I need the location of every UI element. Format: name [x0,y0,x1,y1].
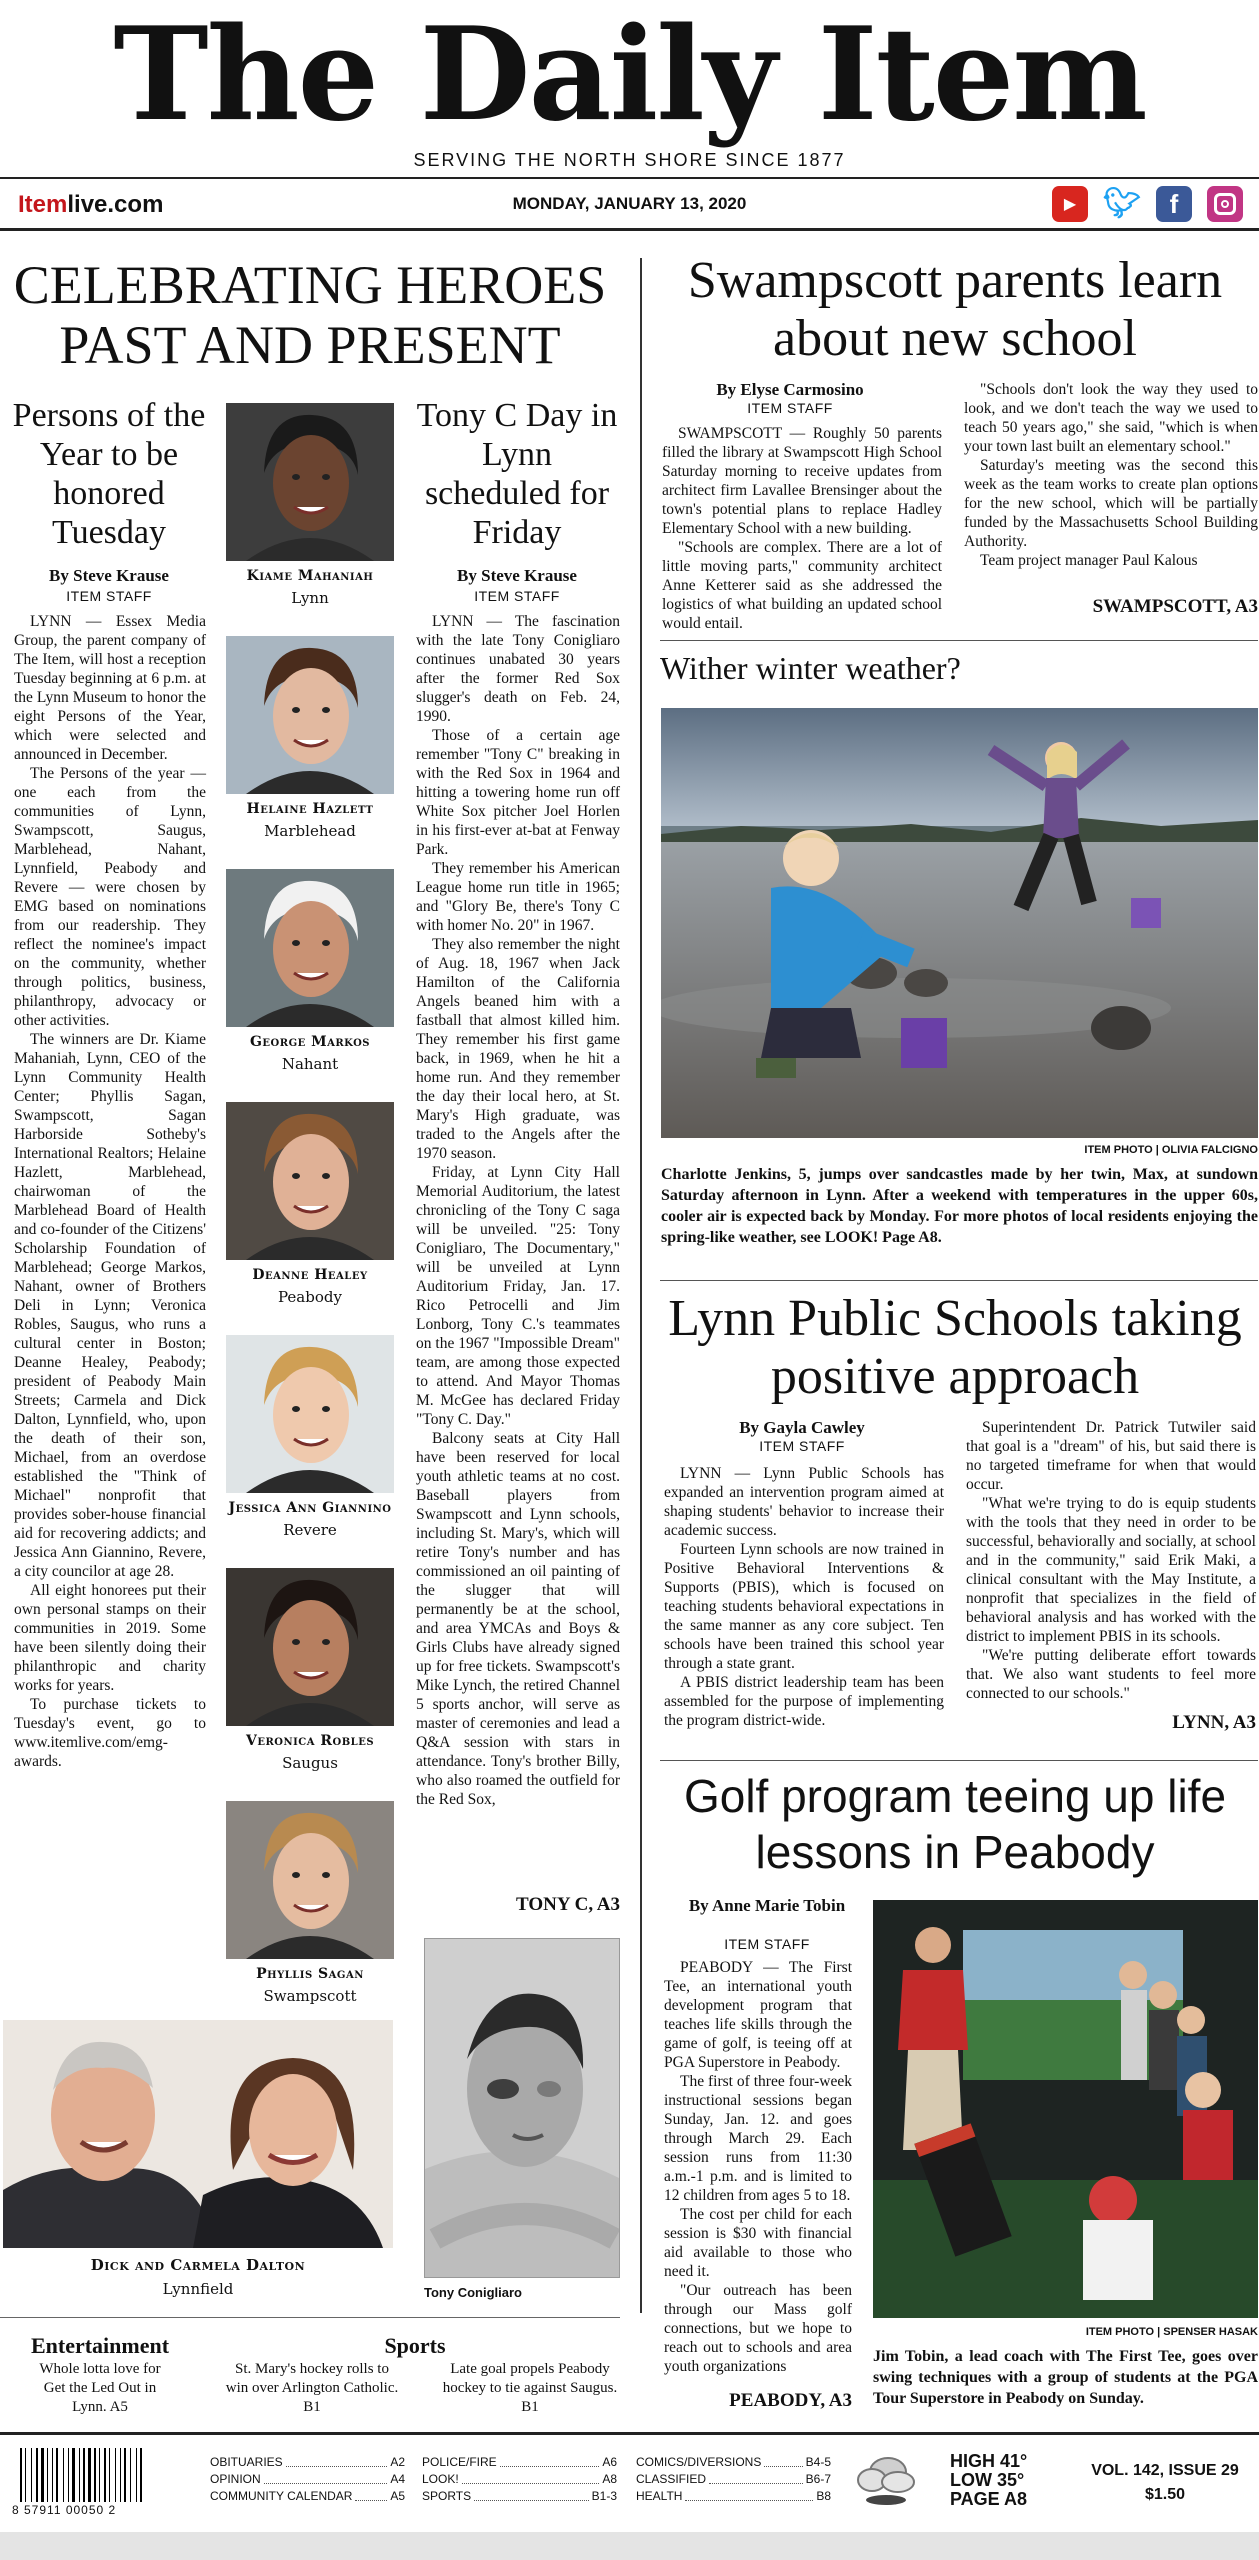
paragraph: All eight honorees put their own personal stamps on their communities in 2019. Some have been silently doing their philanthropic and charity works for years. [14,1582,206,1694]
index-leader [500,2454,600,2467]
index-column [210,2454,405,2505]
left-story-body [14,612,206,1771]
index-column [422,2454,617,2505]
paragraph: "What we're trying to do is equip students with the tools that they need in order to be successful, behaviorally and socially, at school and in the community," said Erik Maki, a clinical consultant with the May Institute, a nonprofit that specializes in the field of behavioral analysis and has worked with the district to implement PBIS in its schools. [966,1495,1256,1645]
honoree-town: Peabody [278,1288,342,1306]
honoree-name: Jessica Ann Giannino [228,1500,392,1516]
index-leader [355,2488,387,2501]
golf-body [664,1958,852,2376]
swampscott-headline: Swampscott parents learn about new school [687,252,1223,367]
left-byline: By Steve Krause [49,566,169,585]
golf-headline: Golf program teeing up life lessons in Peabody [683,1770,1227,1878]
sports-promo-2[interactable]: Late goal propels Peabody hockey to tie against Saugus. B1 [442,2361,618,2415]
lps-headline: Lynn Public Schools taking positive approach [668,1290,1242,1405]
paragraph: Fourteen Lynn schools are now trained in Positive Behavioral Interventions & Supports (PBIS), which is focused on teaching students behavioral expectations in the same manner as any core subject. Ten schools have been trained this school year through a state grant. [664,1541,944,1672]
cloud-icon [852,2452,918,2508]
dalton-name: Dick and Carmela Dalton [90,2256,306,2274]
dalton-town: Lynnfield [162,2280,234,2298]
paragraph: "Schools are complex. There are a lot of little moving parts," community architect Anne Ketterer said as she addressed the logistics of what building an updated school would entail. [662,539,942,632]
index-page: A2 [390,2455,405,2469]
index-section: SPORTS [422,2489,472,2503]
instagram-icon[interactable] [1207,186,1243,222]
index-page: B4-5 [805,2455,831,2469]
paragraph: The winners are Dr. Kiame Mahaniah, Lynn, CEO of the Lynn Community Health Center; Phyllis Sagan, Swampscott, Sagan Harborside Sotheby's International Realtors; Helaine Hazlett, Marblehead, chairwoman of the Marblehead Board of Health and co-founder of the Citizens' Scholarship Foundation of Marblehead; George Markos, Nahant, owner of Brothers Deli in Lynn; Veronica Robles, Saugus, who runs a cultural center in Boston; Deanne Healey, Peabody; president of Peabody Main Streets; Carmela and Dick Dalton, Lynnfield, who, upon the death of their son, Michael, from an overdose established the "Think of Michael" nonprofit that provides sober-house financial aid for recovering addicts; and Jessica Ann Giannino, Revere, a city councilor at age 28. [14,1031,206,1580]
index-page: A5 [390,2489,405,2503]
paragraph: Friday, at Lynn City Hall Memorial Auditorium, the latest chronicling of the Tony C saga will be unveiled. "25: Tony Conigliaro, The Documentary," will be unveiled at Lynn Auditorium Friday, Jan. 17. Rico Petrocelli and Jim Lonborg, Tony C.'s teammates on the 1967 "Impossible Dream" team, are among those expected to attend. And Mayor Thomas M. McGee has declared Friday "Tony C. Day." [416,1164,620,1428]
right-byline: By Steve Krause [457,566,577,585]
index-page: A8 [602,2472,617,2486]
golf-photo [873,1900,1258,2318]
weather-photo-credit: ITEM PHOTO | OLIVIA FALCIGNO [1084,1144,1258,1156]
barcode [16,2448,166,2506]
jump-swampscott[interactable]: SWAMPSCOTT, A3 [1092,596,1258,617]
paragraph: A PBIS district leadership team has been assembled for the purpose of implementing the program district-wide. [664,1674,944,1729]
masthead-title: The Daily Item [113,0,1146,150]
honoree-portrait [226,403,394,561]
youtube-icon[interactable]: ▶ [1052,186,1088,222]
masthead-tagline: SERVING THE NORTH SHORE SINCE 1877 [413,150,846,170]
index-entry[interactable] [636,2454,831,2471]
index-page: B8 [816,2489,831,2503]
left-subhead: Persons of the Year to be honored Tuesday [12,397,206,551]
index-leader [474,2488,589,2501]
sports-promo-1[interactable]: St. Mary's hockey rolls to win over Arlington Catholic. B1 [225,2361,399,2415]
tony-photo-caption: Tony Conigliaro [424,2285,522,2300]
index-entry[interactable] [422,2488,617,2505]
index-section: OBITUARIES [210,2455,283,2469]
weather-forecast [950,2452,1027,2509]
index-section: OPINION [210,2472,261,2486]
index-entry[interactable] [210,2471,405,2488]
index-entry[interactable] [210,2488,405,2505]
swampscott-body-col1 [662,424,942,633]
honoree-town: Saugus [282,1754,338,1772]
golf-byline: By Anne Marie Tobin [688,1896,846,1915]
jump-tony-c[interactable]: TONY C, A3 [516,1894,620,1915]
paragraph: Superintendent Dr. Patrick Tutwiler said that goal is a "dream" of his, but said there is no targeted timeframe for when that would occur. [966,1419,1256,1493]
right-story-body [416,612,620,1809]
index-section: HEALTH [636,2489,683,2503]
paragraph: LYNN — Essex Media Group, the parent company of The Item, will host a reception Tuesday beginning at 6 p.m. at the Lynn Museum to honor the eight Persons of the Year, which were selected and announced in December. [14,613,206,763]
entertainment-promo[interactable]: Whole lotta love for Get the Led Out in Lynn. A5 [39,2361,161,2415]
honoree-portrait [226,636,394,794]
paragraph: Balcony seats at City Hall have been reserved for local youth athletic teams at no cost. Baseball players from Swampscott and Lynn schools, including St. Mary's, which will retire Tony's number and has commissioned an oil painting of the slugger that will permanently be at the school, and area YMCAs and Boys & Girls Clubs have already signed up for free tickets. Swampscott's Mike Lynch, the retired Channel 5 sports anchor, will serve as master of ceremonies and lead a Q&A session with stars in attendance. Tony's brother Billy, who also roamed the outfield for the Red Sox, [416,1430,620,1808]
honoree-town: Lynn [291,589,329,607]
paragraph: Saturday's meeting was the second this week as the team works to create plan options for the new school, which will be partially funded by the Massachusetts School Building Authority. [964,457,1258,550]
barcode-number: 8 57911 00050 2 [12,2503,117,2517]
paragraph: "Schools don't look the way they used to look, and we don't teach the way we used to teach 50 years ago," she said, "which is when your town last built an elementary school." [964,381,1258,455]
logo-item: Item [18,191,68,218]
paragraph: "Our outreach has been through our Mass golf connections, but we hope to reach out to schools and area youth organizations [664,2282,852,2375]
index-entry[interactable] [210,2454,405,2471]
lps-body-col2 [966,1418,1256,1703]
honoree-town: Nahant [281,1055,339,1073]
index-leader [709,2471,803,2484]
golf-staff: ITEM STAFF [724,1936,810,1952]
index-entry[interactable] [636,2488,831,2505]
paragraph: SWAMPSCOTT — Roughly 50 parents filled the library at Swampscott High School Saturday morning to receive updates from architect firm Lavallee Brensinger about the town's potential plans to replace Hadley Elementary School with a new building. [662,425,942,537]
jump-lynn[interactable]: LYNN, A3 [1172,1712,1256,1733]
left-staff: ITEM STAFF [66,588,152,604]
dalton-photo [3,2020,393,2248]
index-leader [685,2488,813,2501]
honoree-town: Marblehead [264,822,356,840]
entertainment-title: Entertainment [30,2333,170,2358]
paragraph: "We're putting deliberate effort towards that. We also want students to feel more connected to our schools." [966,1647,1256,1702]
price: $1.50 [1144,2486,1186,2503]
tony-conigliaro-photo [424,1938,620,2278]
facebook-icon[interactable]: f [1156,186,1192,222]
index-section: CLASSIFIED [636,2472,707,2486]
index-section: LOOK! [422,2472,459,2486]
index-entry[interactable] [636,2471,831,2488]
paragraph: LYNN — Lynn Public Schools has expanded an intervention program aimed at shaping students' behavior to increase their academic success. [664,1465,944,1539]
index-section: POLICE/FIRE [422,2455,497,2469]
honoree-portrait [226,1102,394,1260]
honoree-name: Helaine Hazlett [246,801,374,817]
index-leader [764,2454,802,2467]
index-page: A4 [390,2472,405,2486]
paragraph: To purchase tickets to Tuesday's event, go to www.itemlive.com/emg-awards. [14,1696,206,1770]
paragraph: The Persons of the year — one each from the communities of Lynn, Swampscott, Saugus, Marblehead, Nahant, Lynnfield, Peabody and Revere — were chosen by EMG based on nominations from our readership. They reflect the nominee's impact on the community, whether through politics, business, philanthropy, advocacy or other activities. [14,765,206,1029]
lps-staff: ITEM STAFF [759,1438,845,1454]
paragraph: They also remember the night of Aug. 18, 1967 when Jack Hamilton of the California Angels beaned him with a fastball that almost killed him. They remember his first game back, in 1969, when he hit a home run. And they remember the day their local hero, at St. Mary's High graduate, was traded to the Angels after the 1970 season. [416,936,620,1162]
paragraph: The first of three four-week instructional sessions began Sunday, Jan. 12. and goes through March 29. Each session runs from 11:30 a.m.-1 p.m. and is limited to 12 children from ages 5 to 18. [664,2073,852,2204]
golf-caption: Jim Tobin, a lead coach with The First Tee, goes over swing techniques with a group of students at the PGA Tour Superstore in Peabody on Sunday. [873,2348,1258,2407]
volume-issue: VOL. 142, ISSUE 29 [1091,2462,1239,2479]
index-page: B6-7 [805,2472,831,2486]
lps-byline: By Gayla Cawley [739,1418,865,1437]
paragraph: The cost per child for each session is $30 with financial aid available to those who need it. [664,2206,852,2280]
beach-photo [661,708,1258,1138]
honoree-name: Veronica Robles [245,1733,375,1749]
index-section: COMMUNITY CALENDAR [210,2489,353,2503]
weather-caption: Charlotte Jenkins, 5, jumps over sandcastles made by her twin, Max, at sundown Saturday afternoon in Lynn. After a weekend with temperatures in the upper 60s, cooler air is expected back by Monday. For more photos of local residents enjoying the spring-like weather, see LOOK! Page A8. [661,1166,1258,1246]
index-leader [462,2471,600,2484]
swampscott-body-col2 [964,380,1258,570]
honoree-name: George Markos [249,1034,371,1050]
right-staff: ITEM STAFF [474,588,560,604]
twitter-icon[interactable]: 🐦︎ [1103,186,1142,221]
paragraph: PEABODY — The First Tee, an international youth development program that teaches life skills through the game of golf, is teeing off at PGA Superstore in Peabody. [664,1959,852,2071]
paragraph: They remember his American League home run title in 1965; and "Glory Be, there's Tony C with homer No. 20" in 1967. [416,860,620,934]
sports-title: Sports [384,2333,446,2358]
logo-live: live.com [67,191,164,218]
paragraph: Team project manager Paul Kalous [980,552,1198,569]
index-entry[interactable] [422,2471,617,2488]
dateline: MONDAY, JANUARY 13, 2020 [512,194,747,213]
index-leader [264,2471,388,2484]
honoree-portrait [226,1801,394,1959]
weather-headline: Wither winter weather? [660,650,961,686]
honoree-portrait [226,1335,394,1493]
lead-headline: CELEBRATING HEROES PAST AND PRESENT [13,255,607,375]
honoree-town: Swampscott [263,1987,357,2005]
index-section: COMICS/DIVERSIONS [636,2455,762,2469]
honoree-town: Revere [283,1521,337,1539]
honoree-name: Phyllis Sagan [256,1966,364,1982]
honoree-portrait [226,869,394,1027]
index-column [636,2454,831,2505]
right-subhead: Tony C Day in Lynn scheduled for Friday [416,397,618,551]
index-page: A6 [602,2455,617,2469]
index-entry[interactable] [422,2454,617,2471]
weather-low: LOW 35° [950,2470,1025,2490]
lps-body-col1 [664,1464,944,1730]
weather-high: HIGH 41° [950,2451,1028,2471]
paragraph: Those of a certain age remember "Tony C" breaking in with the Red Sox in 1964 and hitting a towering home run off White Sox pitcher Joel Horlen in his first-ever at-bat at Fenway Park. [416,727,620,858]
jump-peabody[interactable]: PEABODY, A3 [729,2390,852,2411]
honoree-portrait [226,1568,394,1726]
golf-photo-credit: ITEM PHOTO | SPENSER HASAK [1085,2326,1258,2338]
honoree-name: Kiame Mahaniah [246,568,374,584]
swampscott-staff: ITEM STAFF [747,400,833,416]
index-leader [286,2454,388,2467]
index-page: B1-3 [591,2489,617,2503]
swampscott-byline: By Elyse Carmosino [716,380,864,399]
paragraph: LYNN — The fascination with the late Tony Conigliaro continues unabated 30 years after the former Red Sox slugger's death on Feb. 24, 1990. [416,613,620,725]
honoree-name: Deanne Healey [252,1267,368,1283]
weather-page: PAGE A8 [950,2489,1028,2509]
